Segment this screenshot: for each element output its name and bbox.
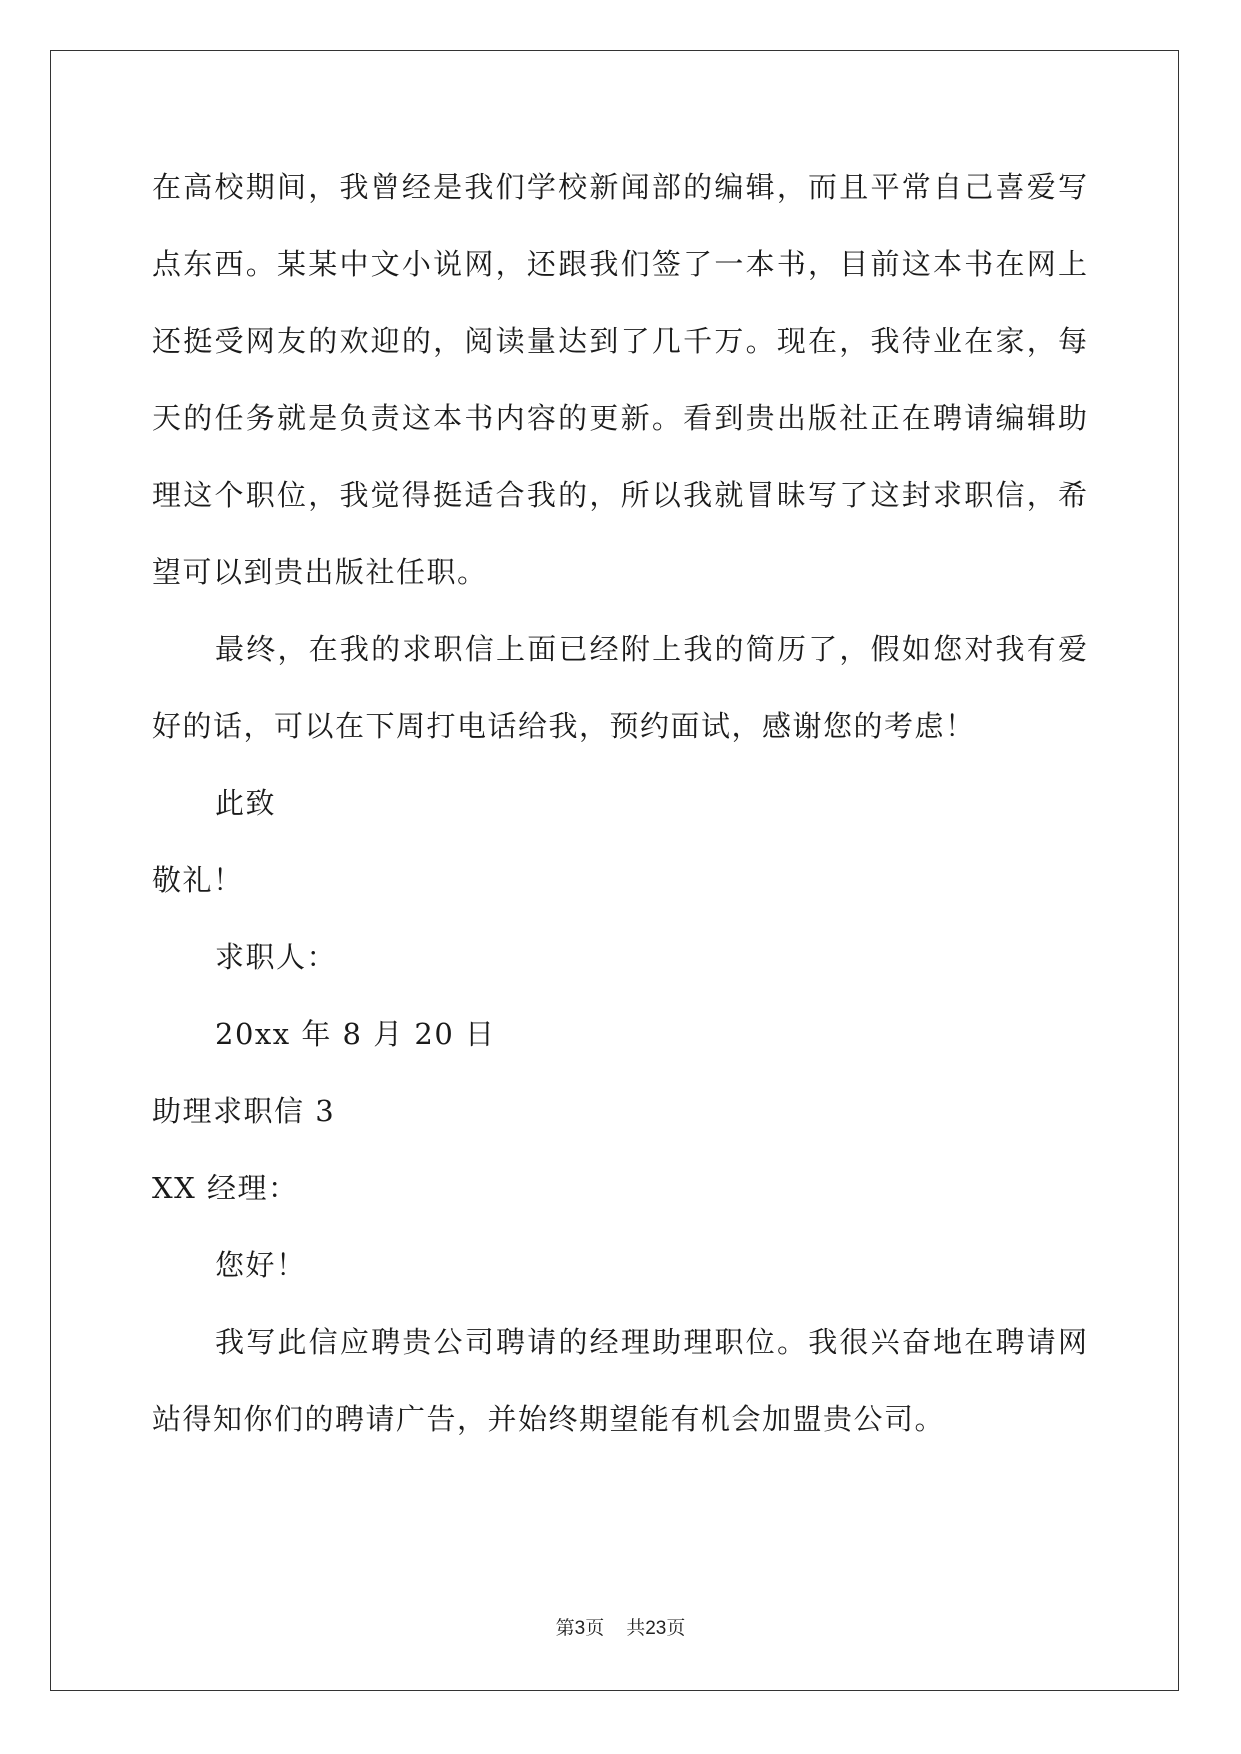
letter-date: 20xx 年 8 月 20 日 [215,1017,496,1051]
paragraph-line: 在高校期间，我曾经是我们学校新闻部的编辑，而且平常自己喜爱写 [152,170,1087,204]
page-total: 23 [645,1618,667,1639]
section-heading: 助理求职信 3 [152,1094,336,1128]
page-prefix: 第 [555,1617,575,1639]
closing-salutation: 此致 [215,786,277,820]
paragraph-line: 望可以到贵出版社任职。 [152,555,488,589]
closing-regards: 敬礼！ [152,863,244,897]
paragraph-line: 点东西。某某中文小说网，还跟我们签了一本书，目前这本书在网上 [152,247,1087,281]
paragraph-line: 天的任务就是负责这本书内容的更新。看到贵出版社正在聘请编辑助 [152,401,1087,435]
paragraph-line: 最终，在我的求职信上面已经附上我的简历了，假如您对我有爱 [215,632,1087,666]
page-footer [0,1616,1241,1641]
paragraph-line: 还挺受网友的欢迎的，阅读量达到了几千万。现在，我待业在家，每 [152,324,1087,358]
paragraph-line: 理这个职位，我觉得挺适合我的，所以我就冒昧写了这封求职信，希 [152,478,1087,512]
paragraph-line: 站得知你们的聘请广告，并始终期望能有机会加盟贵公司。 [152,1402,946,1436]
document-body [152,168,1087,1477]
signature-label: 求职人： [215,940,338,974]
total-prefix: 共 [626,1617,646,1639]
total-suffix: 页 [666,1617,686,1639]
page-suffix: 页 [585,1617,605,1639]
paragraph-line: 好的话，可以在下周打电话给我，预约面试，感谢您的考虑！ [152,709,976,743]
paragraph-line: 我写此信应聘贵公司聘请的经理助理职位。我很兴奋地在聘请网 [215,1325,1087,1359]
letter-recipient: XX 经理： [152,1171,299,1205]
letter-greeting: 您好！ [215,1248,307,1282]
page-current: 3 [574,1618,586,1639]
